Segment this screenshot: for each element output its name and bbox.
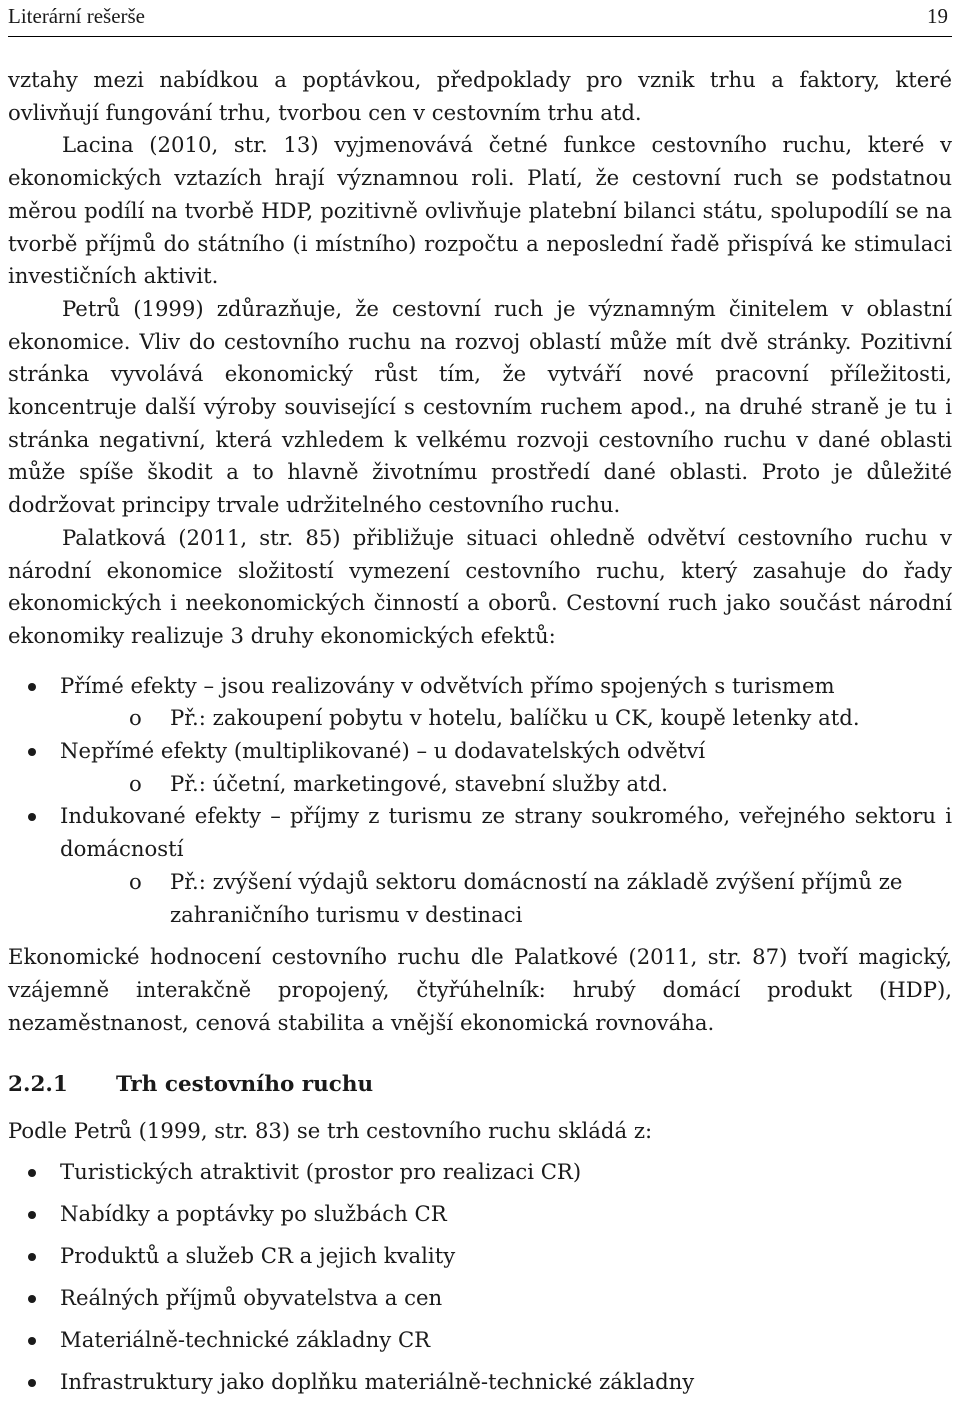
running-title: Literární rešerše bbox=[8, 4, 146, 28]
section-title: Trh cestovního ruchu bbox=[116, 1072, 374, 1098]
paragraph-palatkova: Palatková (2011, str. 85) přibližuje situaci ohledně odvětví cestovního ruchu v národní ekonomice složitostí vymezení cestovního ruchu, který zasahuje do řady ekonomických i neekonomických činností a oborů. Cestovní ruch jako součást národní ekonomiky realizuje 3 druhy ekonomických efektů: bbox=[8, 524, 952, 648]
paragraph-petru: Petrů (1999) zdůrazňuje, že cestovní ruch je významným činitelem v oblastní ekonomice. Vliv do cestovního ruchu na rozvoj oblastí může mít dvě stránky. Pozitivní stránka vyvolává ekonomický růst tím, že vytváří nové pracovní příležitosti, koncentruje další výroby související s cestovním ruchem apod., na druhé straně je tu i stránka negativní, která vzhledem k velkému rozvoji cestovního ruchu v dané oblasti může spíše škodit a to hlavně životnímu prostředí dané oblasti. Proto je důležité dodržovat principy trvale udržitelného cestovního ruchu. bbox=[8, 295, 952, 518]
page-header bbox=[8, 0, 952, 37]
list-subitem: o Př.: zvýšení výdajů sektoru domácností na základě zvýšení příjmů ze zahraničního turismu v destinaci bbox=[8, 866, 952, 931]
section-intro: Podle Petrů (1999, str. 83) se trh cestovního ruchu skládá z: bbox=[8, 1118, 653, 1144]
list-item: Reálných příjmů obyvatelstva a cen bbox=[8, 1282, 952, 1315]
list-item: Přímé efekty – jsou realizovány v odvětvích přímo spojených s turismem bbox=[8, 670, 952, 703]
list-item: Produktů a služeb CR a jejich kvality bbox=[8, 1240, 952, 1273]
page-content bbox=[8, 64, 952, 1408]
section-number: 2.2.1 bbox=[8, 1072, 68, 1098]
market-components-list bbox=[8, 1156, 952, 1399]
list-item: Materiálně-technické základny CR bbox=[8, 1324, 952, 1357]
paragraph-lacina: Lacina (2010, str. 13) vyjmenovává četné funkce cestovního ruchu, které v ekonomických vztazích hrají významnou roli. Platí, že cestovní ruch se podstatnou měrou podílí na tvorbě HDP, pozitivně ovlivňuje platební bilanci státu, spolupodílí se na tvorbě příjmů do státního (i místního) rozpočtu a neposlední řadě přispívá ke stimulaci investičních aktivit. bbox=[8, 132, 952, 289]
paragraph-economic-evaluation: Ekonomické hodnocení cestovního ruchu dle Palatkové (2011, str. 87) tvoří magický, vzájemně interakčně propojený, čtyřúhelník: hrubý domácí produkt (HDP), nezaměstnanost, cenová stabilita a vnější ekonomická rovnováha. bbox=[8, 944, 952, 1035]
effects-list bbox=[8, 670, 952, 932]
page-number: 19 bbox=[927, 4, 948, 28]
list-subitem: o Př.: zakoupení pobytu v hotelu, balíčku u CK, koupě letenky atd. bbox=[8, 702, 952, 735]
list-item: Turistických atraktivit (prostor pro realizaci CR) bbox=[8, 1156, 952, 1189]
list-subitem: o Př.: účetní, marketingové, stavební služby atd. bbox=[8, 768, 952, 801]
list-item: Infrastruktury jako doplňku materiálně-technické základny bbox=[8, 1366, 952, 1399]
paragraph-continuation: vztahy mezi nabídkou a poptávkou, předpoklady pro vznik trhu a faktory, které ovlivňují fungování trhu, tvorbou cen v cestovním trhu atd. bbox=[8, 67, 952, 125]
list-item: Nepřímé efekty (multiplikované) – u dodavatelských odvětví bbox=[8, 735, 952, 768]
section-heading bbox=[8, 1069, 952, 1101]
list-item: Indukované efekty – příjmy z turismu ze strany soukromého, veřejného sektoru i domácností bbox=[8, 800, 952, 865]
list-item: Nabídky a poptávky po službách CR bbox=[8, 1198, 952, 1231]
